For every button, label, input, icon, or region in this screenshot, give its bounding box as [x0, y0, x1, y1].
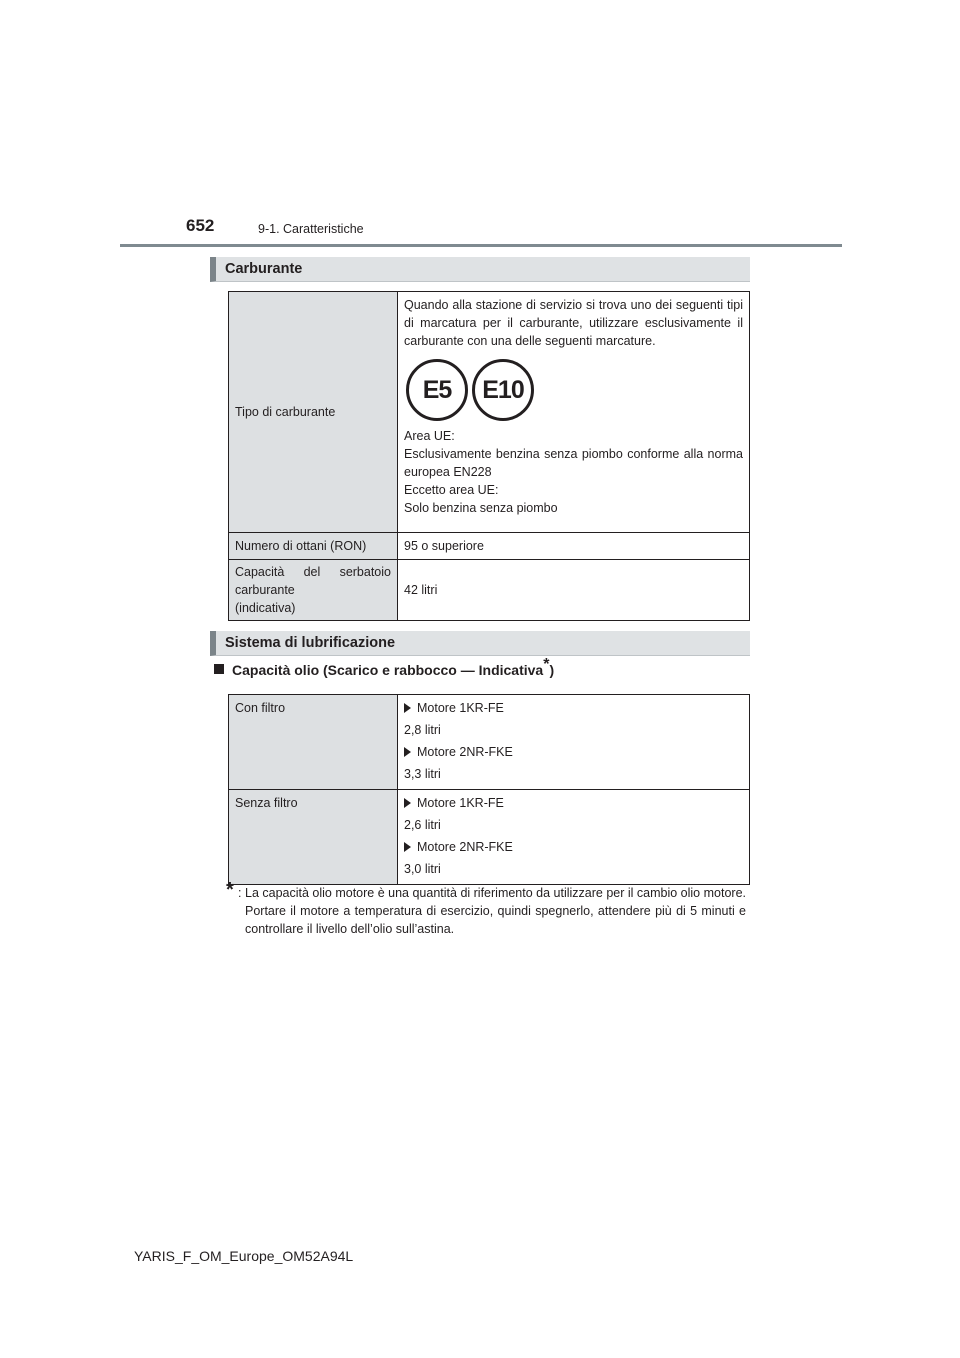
header-rule — [120, 244, 842, 247]
fuel-heading-text: Carburante — [225, 261, 303, 277]
tank-label-line-2: carburante — [235, 583, 295, 597]
fuel-type-intro: Quando alla stazione di servizio si trova uno dei seguenti tipi di marcatura per il carburante, utilizzare esclusivamente il carburante con una delle seguenti marcature. — [404, 298, 743, 348]
triangle-bullet-icon — [404, 747, 411, 757]
engine-name: Motore 1KR-FE — [417, 796, 504, 810]
table-row — [229, 560, 750, 621]
page-number: 652 — [186, 216, 215, 235]
fuel-type-label: Tipo di carburante — [229, 292, 398, 533]
table-row — [229, 292, 750, 533]
oil-row-label: Con filtro — [229, 695, 398, 790]
table-row — [229, 790, 750, 885]
oil-row-label: Senza filtro — [229, 790, 398, 885]
document-code: YARIS_F_OM_Europe_OM52A94L — [134, 1248, 354, 1264]
tank-label-line-3: (indicativa) — [235, 601, 296, 615]
oil-row-values — [398, 790, 750, 885]
section-title: 9-1. Caratteristiche — [258, 222, 364, 236]
tank-label-word-2: del — [303, 565, 321, 579]
tank-label-line-1 — [235, 563, 391, 581]
engine-name: Motore 2NR-FKE — [417, 745, 513, 759]
oil-capacity-value: 2,8 litri — [404, 723, 441, 737]
triangle-bullet-icon — [404, 842, 411, 852]
tank-label-word-1: Capacità — [235, 565, 285, 579]
fuel-type-cell — [398, 292, 750, 533]
engine-entry — [404, 838, 743, 856]
triangle-bullet-icon — [404, 703, 411, 713]
oil-capacity-subheading — [214, 656, 555, 678]
eu-area-text: Esclusivamente benzina senza piombo conforme alla norma europea EN228 — [404, 447, 743, 479]
lubrication-section-heading — [210, 631, 750, 656]
oil-row-values — [398, 695, 750, 790]
engine-entry — [404, 743, 743, 761]
footnote-text: La capacità olio motore è una quantità di riferimento da utilizzare per il cambio olio motore. Portare il motore a temperatura di esercizio, quindi spegnerlo, attendere più di 5 minuti e controllare il livello dell’olio sull’astina. — [245, 886, 746, 936]
square-bullet-icon — [214, 664, 224, 674]
oil-capacity-title: Capacità olio (Scarico e rabbocco — Indicativa — [232, 662, 544, 678]
oil-capacity-value: 2,6 litri — [404, 818, 441, 832]
non-eu-area-text: Solo benzina senza piombo — [404, 501, 558, 515]
footnote-reference: * — [543, 656, 550, 673]
tank-capacity-value: 42 litri — [398, 560, 750, 621]
octane-value: 95 o superiore — [398, 533, 750, 560]
fuel-section-heading — [210, 257, 750, 282]
footnote — [226, 879, 746, 938]
engine-entry — [404, 794, 743, 812]
e10-symbol: E10 — [472, 359, 534, 421]
oil-capacity-table — [228, 694, 750, 885]
engine-entry — [404, 699, 743, 717]
tank-capacity-label — [229, 560, 398, 621]
footnote-mark: * — [226, 879, 234, 901]
octane-label: Numero di ottani (RON) — [229, 533, 398, 560]
non-eu-area-label: Eccetto area UE: — [404, 483, 499, 497]
lubrication-heading-text: Sistema di lubrificazione — [225, 635, 396, 651]
eu-area-label: Area UE: — [404, 429, 455, 443]
oil-capacity-value: 3,0 litri — [404, 862, 441, 876]
footnote-colon: : — [238, 886, 242, 900]
oil-capacity-title-close: ) — [549, 662, 555, 678]
fuel-table — [228, 291, 750, 621]
engine-name: Motore 1KR-FE — [417, 701, 504, 715]
table-row — [229, 533, 750, 560]
table-row — [229, 695, 750, 790]
engine-name: Motore 2NR-FKE — [417, 840, 513, 854]
e5-symbol: E5 — [406, 359, 468, 421]
tank-label-word-3: serbatoio — [339, 565, 391, 579]
fuel-marking-symbols — [406, 359, 743, 421]
triangle-bullet-icon — [404, 798, 411, 808]
oil-capacity-value: 3,3 litri — [404, 767, 441, 781]
